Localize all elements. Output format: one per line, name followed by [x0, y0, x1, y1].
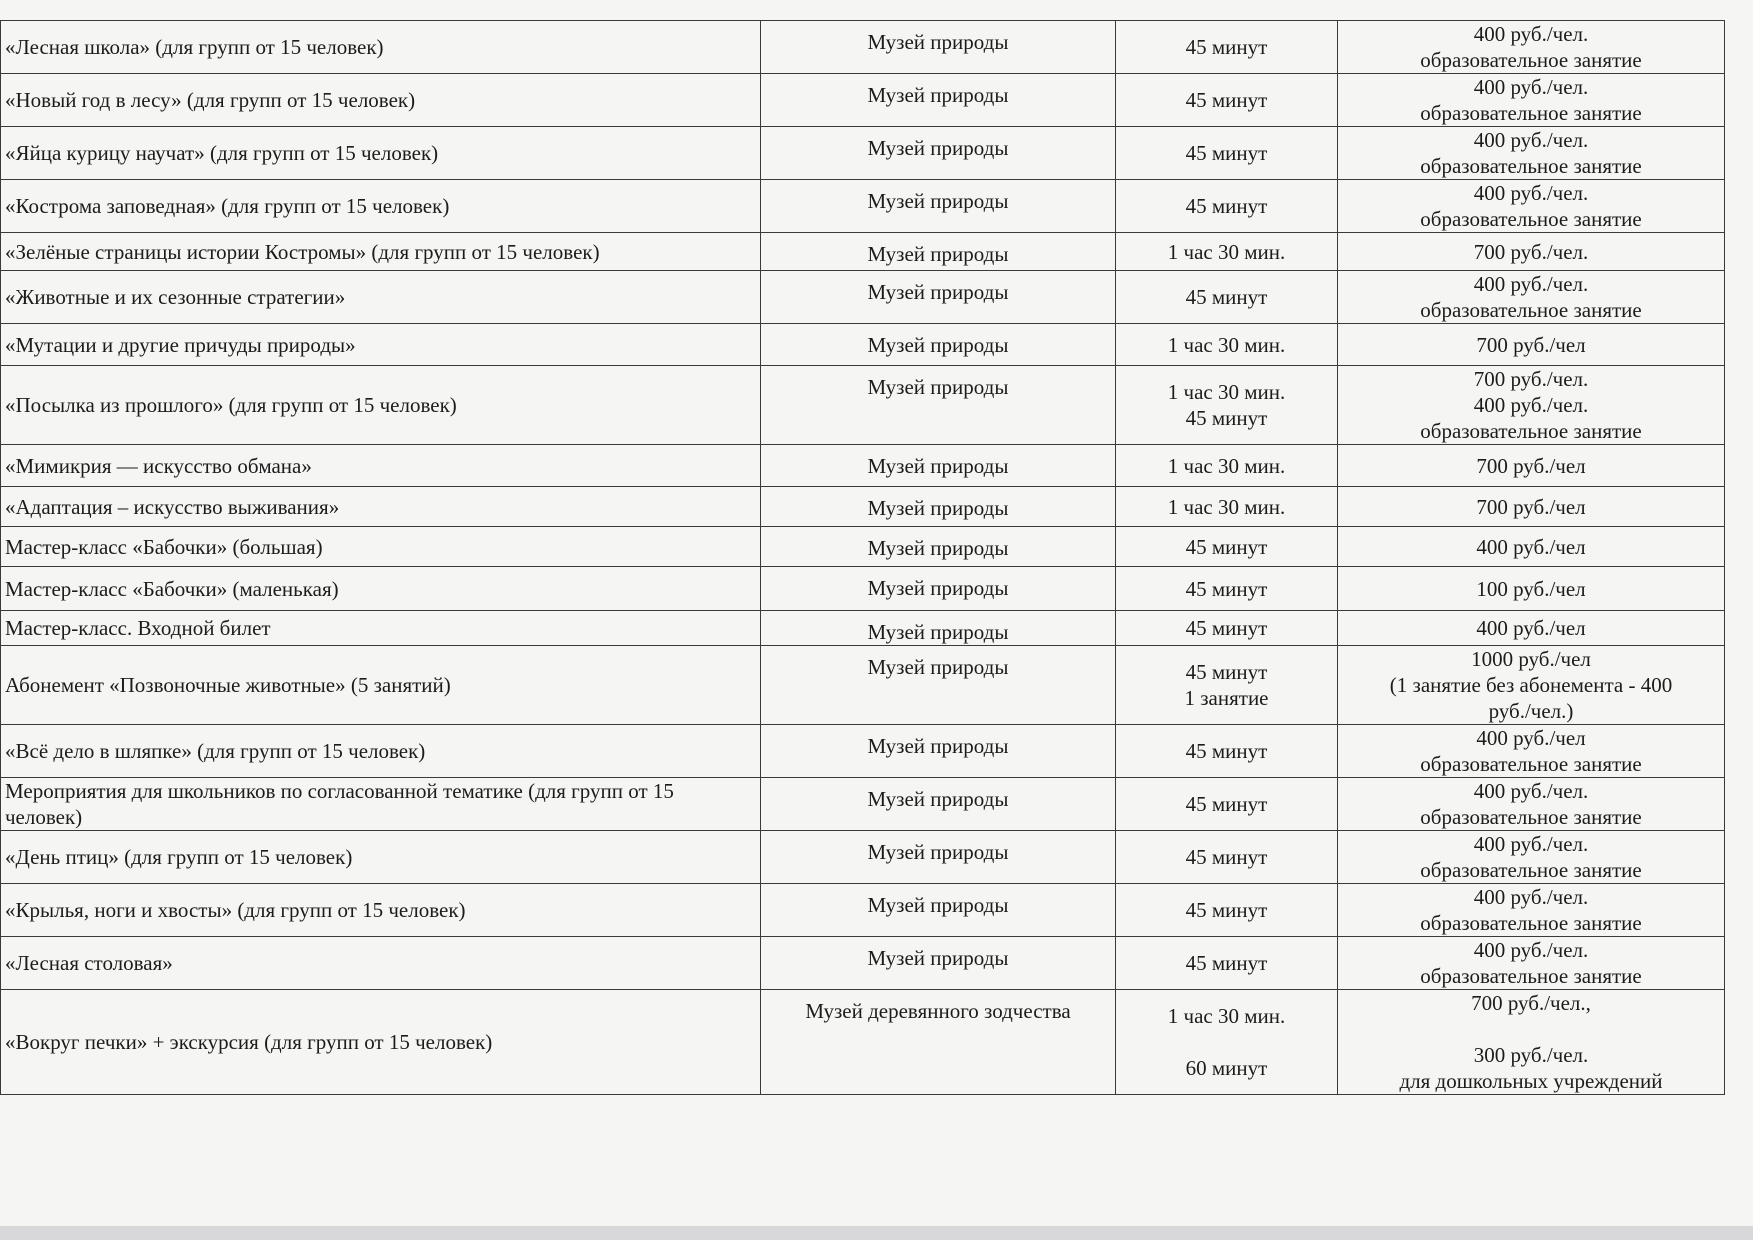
table-row: [1, 324, 1725, 366]
price-line: образовательное занятие: [1420, 911, 1642, 935]
program-name-cell: «Новый год в лесу» (для групп от 15 человек): [1, 74, 761, 127]
duration-cell: [1116, 74, 1338, 127]
duration-cell: [1116, 567, 1338, 611]
museum-cell: Музей природы: [761, 74, 1116, 127]
duration-line: 45 минут: [1185, 285, 1268, 309]
duration-line: 45 минут: [1185, 951, 1268, 975]
price-line: 700 руб./чел.: [1473, 239, 1589, 264]
duration-line: 45 минут: [1185, 792, 1268, 816]
museum-cell: Музей природы: [761, 366, 1116, 445]
program-name-cell: «Мутации и другие причуды природы»: [1, 324, 761, 366]
museum-cell: Музей природы: [761, 527, 1116, 567]
museum-cell: Музей природы: [761, 937, 1116, 990]
price-line: 400 руб./чел: [1476, 534, 1586, 559]
duration-line: [1120, 1029, 1333, 1055]
price-cell: [1338, 646, 1725, 725]
price-cell: [1338, 127, 1725, 180]
price-cell: [1338, 725, 1725, 778]
duration-cell: [1116, 527, 1338, 567]
museum-cell: Музей природы: [761, 324, 1116, 366]
price-cell: [1338, 271, 1725, 324]
price-line: образовательное занятие: [1420, 298, 1642, 322]
program-name-cell: «Всё дело в шляпке» (для групп от 15 человек): [1, 725, 761, 778]
duration-cell: [1116, 445, 1338, 487]
price-line: образовательное занятие: [1420, 964, 1642, 988]
price-cell: [1338, 324, 1725, 366]
table-row: [1, 567, 1725, 611]
duration-line: 45 минут: [1185, 739, 1268, 763]
museum-cell: Музей природы: [761, 778, 1116, 831]
price-cell: [1338, 180, 1725, 233]
price-line: образовательное занятие: [1420, 419, 1642, 443]
museum-cell: Музей природы: [761, 725, 1116, 778]
price-line: 400 руб./чел.: [1473, 22, 1589, 46]
price-line: 700 руб./чел: [1476, 494, 1586, 519]
table-row: [1, 445, 1725, 487]
price-line: образовательное занятие: [1420, 858, 1642, 882]
price-cell: [1338, 21, 1725, 74]
table-row: [1, 831, 1725, 884]
price-line: 400 руб./чел.: [1473, 181, 1589, 205]
price-cell: [1338, 74, 1725, 127]
program-name-cell: «Вокруг печки» + экскурсия (для групп от 15 человек): [1, 990, 761, 1095]
duration-cell: [1116, 233, 1338, 271]
price-line: 400 руб./чел.: [1473, 393, 1589, 417]
price-line: образовательное занятие: [1420, 48, 1642, 72]
price-table-body: [1, 21, 1725, 1095]
museum-cell: Музей природы: [761, 271, 1116, 324]
price-table: [0, 20, 1725, 1095]
price-line: (1 занятие без абонемента - 400: [1389, 673, 1673, 697]
price-line: 700 руб./чел: [1476, 453, 1586, 478]
program-name-cell: «Кострома заповедная» (для групп от 15 человек): [1, 180, 761, 233]
program-name-cell: «Зелёные страницы истории Костромы» (для групп от 15 человек): [1, 233, 761, 271]
table-row: [1, 74, 1725, 127]
duration-line: 45 минут: [1185, 576, 1268, 601]
price-line: 400 руб./чел: [1476, 616, 1586, 640]
price-line: образовательное занятие: [1420, 101, 1642, 125]
duration-line: 45 минут: [1185, 534, 1268, 559]
price-line: 100 руб./чел: [1476, 576, 1586, 601]
duration-cell: [1116, 180, 1338, 233]
duration-cell: [1116, 725, 1338, 778]
duration-cell: [1116, 937, 1338, 990]
price-line: 400 руб./чел.: [1473, 75, 1589, 99]
duration-cell: [1116, 21, 1338, 74]
table-row: [1, 487, 1725, 527]
duration-line: 1 час 30 мин.: [1167, 332, 1286, 357]
museum-cell: Музей деревянного зодчества: [761, 990, 1116, 1095]
duration-line: 45 минут: [1185, 406, 1268, 430]
price-line: 400 руб./чел.: [1473, 779, 1589, 803]
duration-cell: [1116, 487, 1338, 527]
duration-line: 60 минут: [1185, 1056, 1268, 1080]
duration-cell: [1116, 884, 1338, 937]
duration-cell: [1116, 611, 1338, 646]
price-cell: [1338, 487, 1725, 527]
price-line: образовательное занятие: [1420, 154, 1642, 178]
table-row: [1, 937, 1725, 990]
duration-line: 45 минут: [1185, 141, 1268, 165]
program-name-cell: «Животные и их сезонные стратегии»: [1, 271, 761, 324]
table-row: [1, 778, 1725, 831]
price-cell: [1338, 527, 1725, 567]
program-name-cell: «День птиц» (для групп от 15 человек): [1, 831, 761, 884]
program-name-cell: Абонемент «Позвоночные животные» (5 занятий): [1, 646, 761, 725]
program-name-cell: Мероприятия для школьников по согласованной тематике (для групп от 15 человек): [1, 778, 761, 831]
price-line: 400 руб./чел.: [1473, 885, 1589, 909]
duration-line: 1 час 30 мин.: [1167, 380, 1286, 404]
duration-cell: [1116, 127, 1338, 180]
price-line: 400 руб./чел.: [1473, 938, 1589, 962]
table-row: [1, 725, 1725, 778]
price-cell: [1338, 445, 1725, 487]
duration-line: 45 минут: [1185, 660, 1268, 684]
duration-line: 1 час 30 мин.: [1167, 494, 1286, 519]
price-line: 400 руб./чел.: [1473, 128, 1589, 152]
duration-line: 45 минут: [1185, 616, 1268, 640]
duration-cell: [1116, 778, 1338, 831]
duration-cell: [1116, 271, 1338, 324]
duration-cell: [1116, 366, 1338, 445]
price-line: 1000 руб./чел: [1471, 647, 1591, 671]
table-row: [1, 527, 1725, 567]
price-line: образовательное занятие: [1420, 752, 1642, 776]
duration-line: 45 минут: [1185, 35, 1268, 59]
museum-cell: Музей природы: [761, 127, 1116, 180]
table-row: [1, 611, 1725, 646]
price-line: 700 руб./чел.: [1473, 367, 1589, 391]
program-name-cell: «Посылка из прошлого» (для групп от 15 человек): [1, 366, 761, 445]
table-row: [1, 233, 1725, 271]
duration-cell: [1116, 990, 1338, 1095]
price-line: образовательное занятие: [1420, 805, 1642, 829]
program-name-cell: Мастер-класс. Входной билет: [1, 611, 761, 646]
duration-line: 45 минут: [1185, 88, 1268, 112]
duration-line: 45 минут: [1185, 845, 1268, 869]
table-row: [1, 127, 1725, 180]
museum-cell: Музей природы: [761, 567, 1116, 611]
program-name-cell: «Лесная столовая»: [1, 937, 761, 990]
program-name-cell: Мастер-класс «Бабочки» (маленькая): [1, 567, 761, 611]
duration-cell: [1116, 831, 1338, 884]
program-name-cell: «Мимикрия — искусство обмана»: [1, 445, 761, 487]
price-line: образовательное занятие: [1420, 207, 1642, 231]
price-line: 300 руб./чел.: [1473, 1043, 1589, 1067]
table-row: [1, 271, 1725, 324]
price-cell: [1338, 884, 1725, 937]
price-cell: [1338, 366, 1725, 445]
price-line: руб./чел.): [1488, 699, 1574, 723]
price-cell: [1338, 937, 1725, 990]
table-row: [1, 21, 1725, 74]
price-line: 700 руб./чел: [1476, 332, 1586, 357]
program-name-cell: «Адаптация – искусство выживания»: [1, 487, 761, 527]
duration-cell: [1116, 646, 1338, 725]
duration-line: 45 минут: [1185, 898, 1268, 922]
museum-cell: Музей природы: [761, 884, 1116, 937]
table-row: [1, 180, 1725, 233]
duration-line: 1 час 30 мин.: [1167, 453, 1286, 478]
program-name-cell: Мастер-класс «Бабочки» (большая): [1, 527, 761, 567]
table-row: [1, 884, 1725, 937]
museum-cell: Музей природы: [761, 445, 1116, 487]
table-row: [1, 366, 1725, 445]
price-line: 400 руб./чел.: [1473, 272, 1589, 296]
price-cell: [1338, 990, 1725, 1095]
museum-cell: Музей природы: [761, 646, 1116, 725]
price-cell: [1338, 778, 1725, 831]
program-name-cell: «Яйца курицу научат» (для групп от 15 человек): [1, 127, 761, 180]
scan-edge: [0, 1226, 1753, 1240]
price-line: [1342, 1016, 1720, 1042]
program-name-cell: «Крылья, ноги и хвосты» (для групп от 15 человек): [1, 884, 761, 937]
museum-cell: Музей природы: [761, 487, 1116, 527]
museum-cell: Музей природы: [761, 233, 1116, 271]
program-name-cell: «Лесная школа» (для групп от 15 человек): [1, 21, 761, 74]
price-cell: [1338, 233, 1725, 271]
museum-cell: Музей природы: [761, 21, 1116, 74]
duration-line: 45 минут: [1185, 194, 1268, 218]
price-cell: [1338, 831, 1725, 884]
price-line: для дошкольных учреждений: [1399, 1069, 1663, 1093]
museum-cell: Музей природы: [761, 611, 1116, 646]
duration-cell: [1116, 324, 1338, 366]
price-line: 700 руб./чел.,: [1471, 991, 1591, 1015]
price-line: 400 руб./чел.: [1473, 832, 1589, 856]
duration-line: 1 час 30 мин.: [1167, 239, 1286, 264]
price-cell: [1338, 567, 1725, 611]
price-cell: [1338, 611, 1725, 646]
museum-cell: Музей природы: [761, 831, 1116, 884]
duration-line: 1 час 30 мин.: [1167, 1004, 1286, 1028]
museum-cell: Музей природы: [761, 180, 1116, 233]
duration-line: 1 занятие: [1184, 686, 1269, 710]
table-row: [1, 990, 1725, 1095]
price-line: 400 руб./чел: [1476, 726, 1586, 750]
table-row: [1, 646, 1725, 725]
